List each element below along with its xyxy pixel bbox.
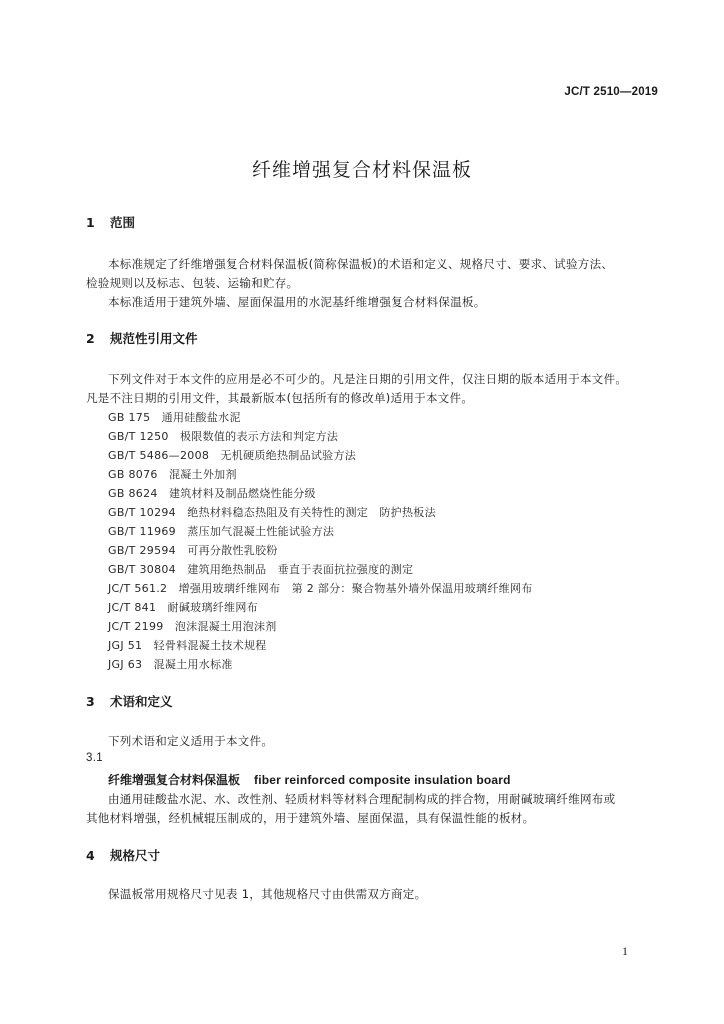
reference-item: JC/T 2199 泡沫混凝土用泡沫剂	[108, 620, 277, 633]
section-number: 1	[86, 215, 95, 230]
term-number: 3.1	[86, 752, 103, 764]
page-number: 1	[622, 944, 628, 958]
section-title: 范围	[110, 215, 136, 230]
normative-intro-line: 下列文件对于本文件的应用是必不可少的。凡是注日期的引用文件，仅注日期的版本适用于本文件。	[108, 372, 628, 386]
term-english: fiber reinforced composite insulation board	[254, 773, 511, 787]
reference-item: GB 8624 建筑材料及制品燃烧性能分级	[108, 487, 316, 500]
reference-item: GB/T 1250 极限数值的表示方法和判定方法	[108, 430, 339, 443]
term-definition-line: 其他材料增强，经机械辊压制成的，用于建筑外墙、屋面保温，具有保温性能的板材。	[86, 811, 535, 825]
section-number: 3	[86, 694, 95, 709]
reference-item: JC/T 841 耐碱玻璃纤维网布	[108, 601, 258, 614]
section-number: 4	[86, 848, 95, 863]
reference-item: JGJ 63 混凝土用水标准	[108, 658, 233, 671]
section-heading-normative-references	[86, 329, 198, 347]
reference-item: GB/T 11969 蒸压加气混凝土性能试验方法	[108, 525, 335, 538]
scope-paragraph-line: 本标准规定了纤维增强复合材料保温板(简称保温板)的术语和定义、规格尺寸、要求、试验方法、	[108, 257, 614, 271]
scope-paragraph: 本标准适用于建筑外墙、屋面保温用的水泥基纤维增强复合材料保温板。	[108, 295, 486, 309]
term-chinese: 纤维增强复合材料保温板	[108, 773, 241, 787]
reference-item: GB 175 通用硅酸盐水泥	[108, 411, 241, 424]
document-title: 纤维增强复合材料保温板	[251, 159, 472, 181]
scope-paragraph-line: 检验规则以及标志、包装、运输和贮存。	[86, 276, 299, 290]
term-heading	[108, 771, 511, 788]
reference-item: GB/T 10294 绝热材料稳态热阻及有关特性的测定 防护热板法	[108, 506, 436, 519]
section-heading-dimensions	[86, 846, 160, 864]
section-title: 术语和定义	[110, 694, 173, 709]
reference-item: GB/T 30804 建筑用绝热制品 垂直于表面抗拉强度的测定	[108, 563, 414, 576]
section-title: 规范性引用文件	[110, 331, 198, 346]
normative-intro-line: 凡是不注日期的引用文件，其最新版本(包括所有的修改单)适用于本文件。	[86, 391, 474, 405]
section-title: 规格尺寸	[110, 848, 161, 863]
reference-item: JGJ 51 轻骨料混凝土技术规程	[108, 639, 267, 652]
reference-item: GB/T 29594 可再分散性乳胶粉	[108, 544, 278, 557]
reference-item: GB/T 5486—2008 无机硬质绝热制品试验方法	[108, 449, 357, 462]
dimensions-paragraph: 保温板常用规格尺寸见表 1，其他规格尺寸由供需双方商定。	[108, 887, 427, 901]
term-definition-line: 由通用硅酸盐水泥、水、改性剂、轻质材料等材料合理配制构成的拌合物，用耐碱玻璃纤维网布或	[108, 792, 616, 806]
reference-item: GB 8076 混凝土外加剂	[108, 468, 237, 481]
document-code: JC/T 2510—2019	[564, 86, 658, 98]
section-heading-scope	[86, 213, 135, 231]
reference-item: JC/T 561.2 增强用玻璃纤维网布 第 2 部分：聚合物基外墙外保温用玻璃纤维网布	[108, 582, 533, 595]
terms-intro: 下列术语和定义适用于本文件。	[108, 734, 274, 748]
section-heading-terms	[86, 692, 173, 710]
section-number: 2	[86, 331, 95, 346]
